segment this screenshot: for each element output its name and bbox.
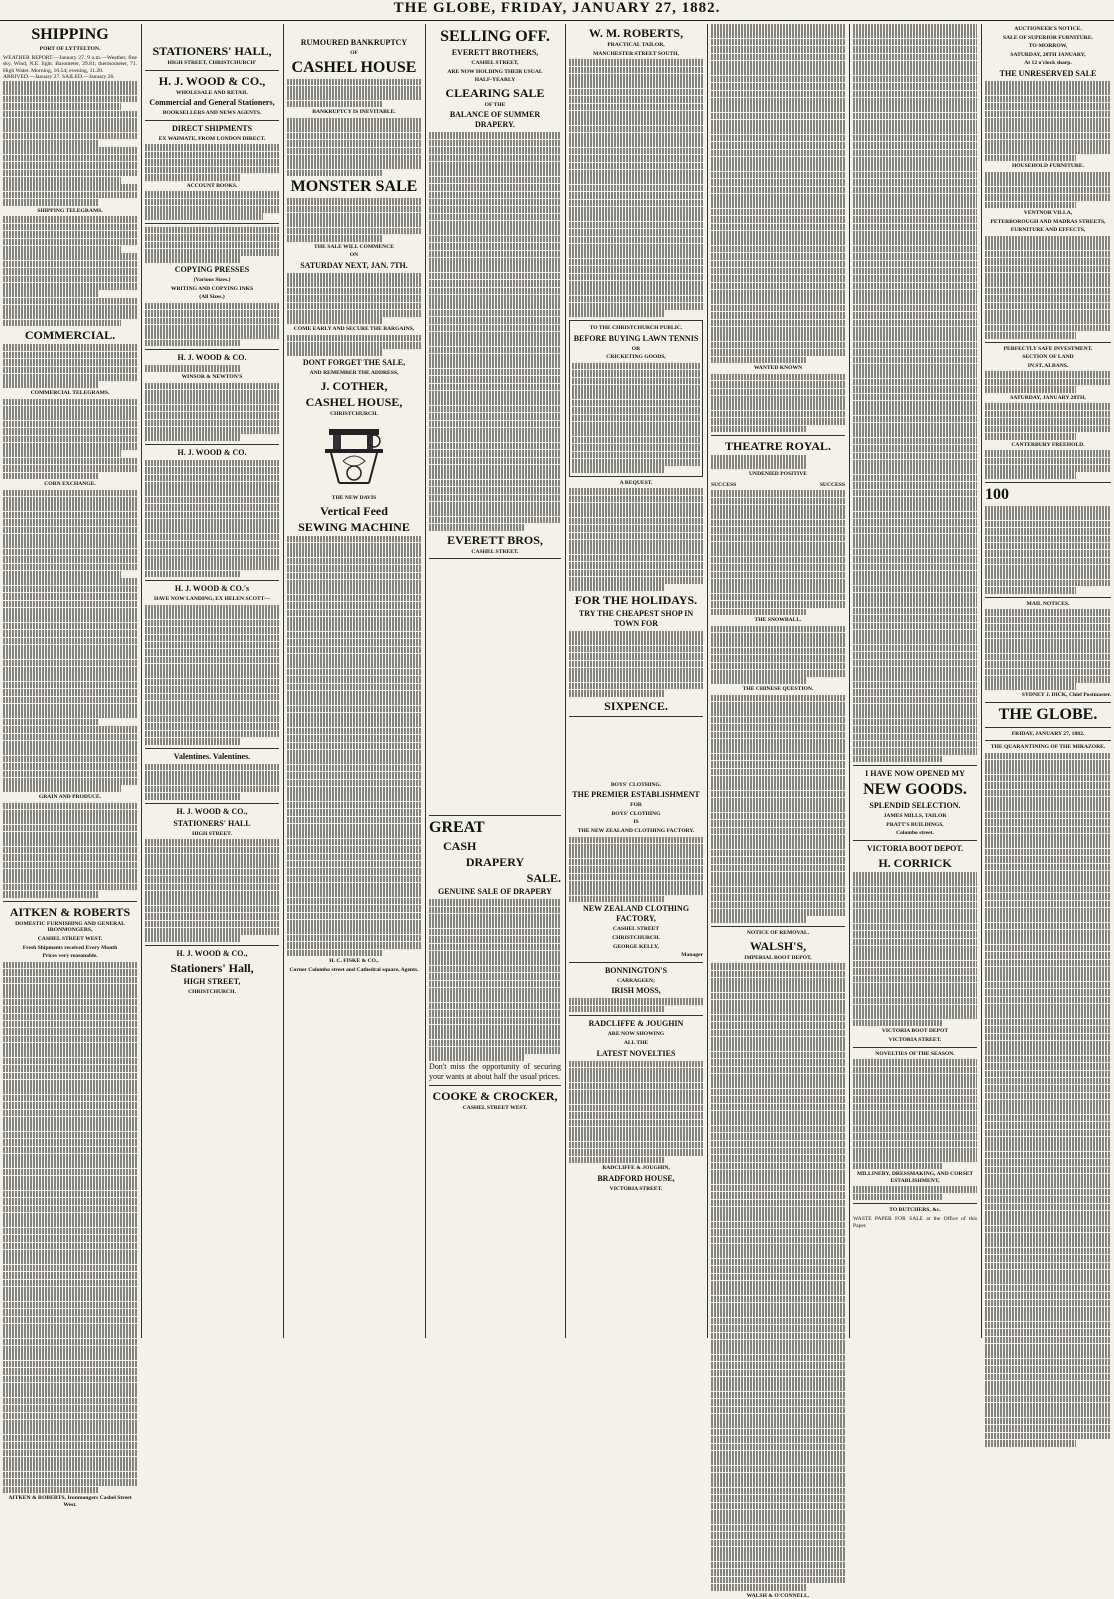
wood-agents: BOOKSELLERS AND NEWS AGENTS. (162, 110, 262, 117)
sale: SALE. (526, 871, 561, 886)
new-davis: THE NEW DAVIS (331, 495, 377, 502)
boys-clothing: BOYS' CLOTHING. (610, 781, 662, 788)
high-street-2: HIGH STREET, (183, 976, 241, 986)
copying-presses: COPYING PRESSES (174, 265, 250, 275)
sewing-machine: SEWING MACHINE (298, 519, 410, 534)
now-holding: ARE NOW HOLDING THEIR USUAL (447, 68, 543, 75)
new-goods: NEW GOODS. (863, 781, 967, 799)
column-4 (426, 24, 564, 1338)
imperial-boot-depot: IMPERIAL BOOT DEPOT, (744, 954, 812, 961)
to-christchurch-public: TO THE CHRISTCHURCH PUBLIC. (589, 325, 683, 332)
unreserved-sale: THE UNRESERVED SALE (999, 68, 1097, 78)
monster-sale: MONSTER SALE (290, 178, 418, 196)
cash: CASH (443, 839, 477, 854)
column-5 (566, 24, 706, 1338)
text-block (3, 216, 137, 326)
victoria-street: VICTORIA STREET. (609, 1185, 663, 1192)
everett-street: CASHEL STREET, (471, 60, 519, 66)
for-the-holidays: FOR THE HOLIDAYS. (574, 592, 698, 607)
radcliffe-joughin: RADCLIFFE & JOUGHIN (588, 1019, 684, 1029)
clearing-sale: CLEARING SALE (445, 85, 545, 100)
success-right: SUCCESS (819, 481, 845, 488)
ventnor-villa: VENTNOR VILLA, (1023, 210, 1073, 217)
everett-bros: EVERETT BROS, (447, 532, 543, 547)
saturday-28: SATURDAY, 28TH JANUARY, (1010, 51, 1086, 58)
wanted-known: WANTED KNOWN (753, 365, 803, 372)
undenied: UNDENIED POSITIVE (749, 471, 807, 478)
high-street: HIGH STREET. (192, 830, 232, 837)
irish-moss: IRISH MOSS, (611, 986, 661, 996)
port-heading: PORT OF LYTTELTON. (39, 46, 101, 52)
wood-sub: WHOLESALE AND RETAIL (175, 89, 248, 96)
notice-removal: NOTICE OF REMOVAL. (746, 929, 810, 936)
stationers-hall-heading: STATIONERS' HALL, (152, 44, 272, 58)
hundred: 100 (985, 485, 1009, 503)
wood-stationers: Commercial and General Stationers, (149, 98, 275, 108)
commercial-telegrams-heading: COMMERCIAL TELEGRAMS. (30, 390, 110, 397)
arrived-sailed: ARRIVED.—January 27. SAILED.—January 26. (3, 74, 115, 81)
aitken-roberts-heading: AITKEN & ROBERTS (9, 904, 131, 919)
helen-scott: HAVE NOW LANDING, EX HELEN SCOTT— (153, 596, 271, 603)
balance-summer: BALANCE OF SUMMER DRAPERY. (449, 110, 541, 130)
auctioneers-notice: AUCTIONEER'S NOTICE. (1014, 26, 1082, 32)
george-kelly: GEORGE KELLY, (613, 943, 659, 950)
millinery: MILLINERY, DRESSMAKING, AND CORSET ESTABLISHMENT, (856, 1171, 974, 1184)
column-3 (284, 24, 424, 1338)
is-label: IS (633, 819, 639, 826)
sixpence: SIXPENCE. (604, 698, 668, 713)
winsor-newton: WINSOR & NEWTON'S (181, 373, 243, 380)
waste-paper: WASTE PAPER FOR SALE at the Office of this Paper. (853, 1216, 977, 1229)
dont-miss: Don't miss the opportunity of securing your wants at about half the usual prices. (429, 1061, 561, 1081)
selling-off: SELLING OFF. (440, 28, 550, 45)
colombo-street: Colombo street. (896, 830, 934, 837)
aitken-roberts-sub: DOMESTIC FURNISHING AND GENERAL IRONMONGERS, (15, 920, 125, 934)
cricketing-goods: CRICKETING GOODS, (606, 354, 666, 361)
wood-heading-4: H. J. WOOD & CO.'s (174, 584, 250, 594)
manchester-street: MANCHESTER STREET SOUTH, (593, 50, 679, 57)
text-block (3, 803, 137, 898)
corn-exchange-heading: CORN EXCHANGE. (44, 481, 96, 488)
james-mills: JAMES MILLS, TAILOR (883, 813, 947, 820)
weather-report: WEATHER REPORT.—January 27. 9 a.m.—Weather, fine sky. Wind, N.E. light. Barometer, 29.81; thermometer, 71. High Water. Morning, 10.54; evening, 11.20. (3, 54, 137, 74)
h-corrick: H. CORRICK (878, 856, 952, 871)
christchurch-3: CHRISTCHURCH. (330, 410, 378, 417)
opened-new: I HAVE NOW OPENED MY (865, 769, 965, 779)
paper-title: THE GLOBE, (393, 0, 497, 16)
great: GREAT (429, 819, 485, 837)
cashel-house: CASHEL HOUSE (291, 58, 417, 76)
valentines: Valentines. Valentines. (173, 751, 251, 761)
fiske-co: H. C. FISKE & CO., (329, 958, 379, 965)
bradford-house: BRADFORD HOUSE, (597, 1173, 675, 1183)
cheapest-shop: TRY THE CHEAPEST SHOP IN TOWN FOR (578, 608, 694, 628)
nz-factory-2: NEW ZEALAND CLOTHING FACTORY, (582, 904, 690, 924)
column-8 (982, 24, 1114, 1338)
walshs: WALSH'S, (749, 938, 807, 953)
manager: Manager (681, 952, 703, 959)
globe-date: FRIDAY, JANUARY 27, 1882. (1011, 730, 1085, 737)
bankruptcy-inevitable: BANKRUPTCY IS INEVITABLE. (312, 109, 396, 116)
success-left: SUCCESS (711, 481, 737, 488)
paper-date: FRIDAY, JANUARY 27, 1882. (500, 0, 721, 16)
account-books: ACCOUNT BOOKS. (186, 182, 238, 189)
of-label: OF (350, 50, 358, 56)
come-early: COME EARLY AND SECURE THE BARGAINS, (293, 325, 415, 332)
radcliffe-joughin-2: RADCLIFFE & JOUGHIN, (602, 1165, 670, 1172)
st-albans: IN ST. ALBANS. (1027, 362, 1069, 369)
copying-presses-sizes: (Various Sizes.) (193, 277, 231, 284)
text-block (3, 399, 137, 480)
chinese-question: THE CHINESE QUESTION. (742, 686, 814, 693)
twelve-oclock: At 12 o'clock sharp. (1024, 60, 1072, 67)
furniture-effects: FURNITURE AND EFFECTS, (1010, 227, 1086, 234)
christchurch-4: CHRISTCHURCH. (612, 934, 660, 941)
christchurch: CHRISTCHURCH. (188, 988, 236, 995)
column-7 (850, 24, 980, 1338)
masthead (0, 0, 1114, 21)
ex-waimate: EX WAIMATE, FROM LONDON DIRECT. (158, 135, 266, 142)
wood-heading-2: H. J. WOOD & CO. (177, 353, 247, 363)
everett-brothers: EVERETT BROTHERS, (451, 48, 539, 57)
half-yearly: HALF-YEARLY (474, 77, 516, 84)
the-snowball: THE SNOWBALL. (754, 617, 802, 624)
all-the: ALL THE (623, 1039, 649, 1046)
wood-heading-5: H. J. WOOD & CO., (176, 806, 248, 816)
wood-heading-3: H. J. WOOD & CO. (177, 447, 247, 457)
a-request: A REQUEST. (619, 479, 653, 486)
wood-heading-6: H. J. WOOD & CO., (176, 948, 248, 958)
column-1 (0, 24, 140, 1508)
saturday-next: SATURDAY NEXT, JAN. 7TH. (300, 261, 408, 271)
column-2 (142, 24, 282, 1338)
section-land: SECTION OF LAND (1022, 354, 1074, 361)
for-label: FOR (630, 802, 642, 809)
column-6 (708, 24, 848, 1599)
cashel-street-3: CASHEL STREET (612, 926, 660, 933)
text-block (3, 81, 137, 206)
remember-address: AND REMEMBER THE ADDRESS, (309, 369, 399, 376)
genuine-sale: GENUINE SALE OF DRAPERY (438, 887, 552, 897)
practical-tailor: PRACTICAL TAILOR, (607, 42, 665, 48)
perfectly-safe: PERFECTLY SAFE INVESTMENT. (1003, 345, 1093, 352)
sewing-machine-illustration (319, 421, 389, 491)
to-morrow: TO-MORROW, (1028, 43, 1068, 50)
stationers-hall-3: Stationers' Hall, (170, 960, 254, 975)
boys-clothing-2: BOYS' CLOTHING (611, 810, 661, 817)
victoria-boot-depot: VICTORIA BOOT DEPOT. (866, 844, 964, 854)
saturday-jan-28: SATURDAY, JANUARY 28TH, (1010, 394, 1086, 401)
aitken-roberts-shipments: Fresh Shipments received Every Month (22, 944, 118, 951)
carrageen: CARRAGEEN; (617, 977, 655, 984)
rumoured-bankruptcy: RUMOURED BANKRUPTCY (300, 38, 408, 47)
now-showing: ARE NOW SHOWING (607, 1031, 665, 1038)
text-block (3, 490, 137, 792)
text-block (3, 962, 137, 1493)
shipping-telegrams-heading: SHIPPING TELEGRAMS. (37, 207, 103, 214)
cooke-crocker: COOKE & CROCKER, (432, 1088, 558, 1103)
quarantining: THE QUARANTINING OF THE MIRAZORE. (990, 744, 1106, 751)
everett-street-2: CASHEL STREET. (471, 548, 519, 555)
drapery: DRAPERY (465, 855, 525, 870)
or-label: OR (631, 345, 641, 352)
grain-produce-heading: GRAIN AND PRODUCE. (38, 793, 102, 800)
canterbury-freehold: CANTERBURY FREEHOLD. (1011, 441, 1085, 448)
victoria-boot-depot-2: VICTORIA BOOT DEPOT (881, 1028, 949, 1035)
stationers-hall-2: STATIONERS' HALL (173, 818, 251, 828)
peterborough: PETERBOROUGH AND MADRAS STREETS, (990, 218, 1106, 225)
splendid-selection: SPLENDID SELECTION. (869, 801, 961, 811)
before-buying: BEFORE BUYING LAWN TENNIS (573, 333, 699, 343)
sale-superior: SALE OF SUPERIOR FURNITURE. (1003, 34, 1093, 41)
premier-establishment: THE PREMIER ESTABLISHMENT (572, 790, 700, 800)
writing-inks-sizes: (All Sizes.) (199, 294, 225, 301)
latest-novelties: LATEST NOVELTIES (596, 1048, 676, 1058)
on-label: ON (349, 252, 359, 259)
shipping-heading: SHIPPING (31, 26, 109, 43)
aitken-roberts-prices: Prices very reasonable. (42, 953, 98, 960)
cashel-west: CASHEL STREET WEST. (462, 1104, 528, 1111)
direct-shipments: DIRECT SHIPMENTS (171, 123, 253, 133)
dont-forget: DONT FORGET THE SALE, (302, 357, 406, 367)
aitken-roberts-footer: AITKEN & ROBERTS, Ironmongers Cashel Street West. (8, 1495, 132, 1508)
roberts-heading: W. M. ROBERTS, (588, 26, 684, 40)
to-butchers: TO BUTCHERS, &c. (889, 1207, 941, 1214)
nz-factory: THE NEW ZEALAND CLOTHING FACTORY. (577, 828, 695, 835)
stationers-hall-address: HIGH STREET, CHRISTCHURCH' (167, 60, 257, 66)
cashel-house-2: CASHEL HOUSE, (305, 394, 403, 409)
sale-commence: THE SALE WILL COMMENCE (314, 243, 394, 250)
commercial-heading: COMMERCIAL. (24, 328, 116, 343)
wood-heading: H. J. WOOD & CO., (158, 73, 266, 88)
lawn-tennis-box (569, 320, 703, 477)
novelties-season: NOVELTIES OF THE SEASON. (875, 1050, 955, 1057)
of-the: OF THE (484, 101, 506, 108)
household-furniture: HOUSEHOLD FURNITURE. (1011, 163, 1085, 170)
pratts-buildings: PRATT'S BUILDINGS, (886, 821, 944, 828)
vertical-feed: Vertical Feed (320, 503, 388, 518)
text-block (3, 344, 137, 388)
aitken-roberts-street: CASHEL STREET WEST. (37, 935, 103, 942)
mail-notices: MAIL NOTICES. (1026, 600, 1070, 607)
sydney-dick: SYDNEY J. DICK, Chief Postmaster. (1021, 691, 1111, 698)
victoria-street-2: VICTORIA STREET. (888, 1037, 942, 1044)
writing-inks: WRITING AND COPYING INKS (170, 285, 254, 292)
fiske-address: Corner Colombo street and Cathedral square, Agents. (289, 966, 419, 973)
bonnington: BONNINGTON'S (604, 965, 668, 975)
walsh-oconnell: WALSH & O'CONNELL. (746, 1592, 810, 1599)
j-cother: J. COTHER, (320, 378, 388, 393)
the-globe-title: THE GLOBE. (998, 705, 1098, 723)
theatre-royal: THEATRE ROYAL. (724, 439, 832, 454)
